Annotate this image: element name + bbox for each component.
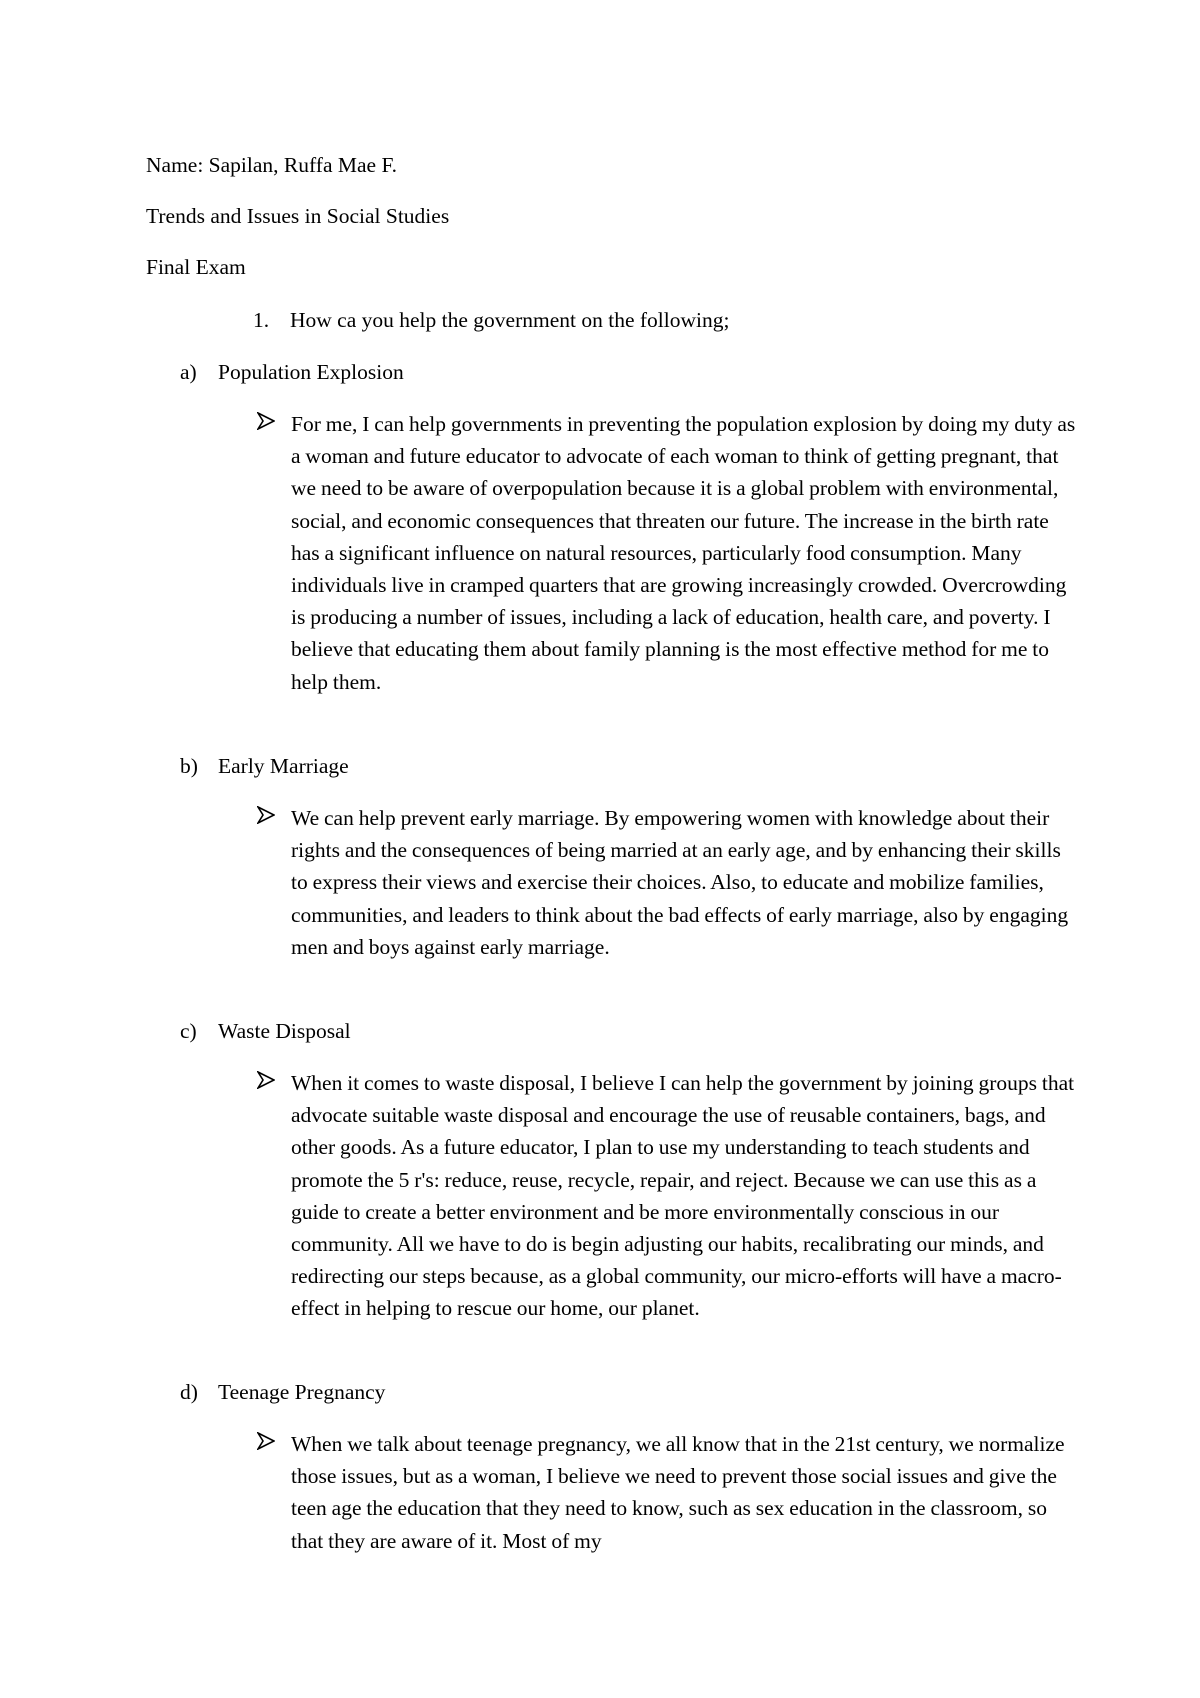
answer-d <box>257 1428 1077 1557</box>
course-title: Trends and Issues in Social Studies <box>146 204 450 228</box>
item-title: Population Explosion <box>218 360 404 384</box>
answer-c <box>257 1067 1077 1325</box>
item-letter: c) <box>180 1019 197 1043</box>
student-name: Name: Sapilan, Ruffa Mae F. <box>146 153 398 177</box>
answer-text: When we talk about teenage pregnancy, we all know that in the 21st century, we normalize those issues, but as a woman, I believe we need to prevent those social issues and give the teen age the education that they need to know, such as sex education in the classroom, so that they are aware of it. Most of my <box>291 1432 1065 1553</box>
answer-text: We can help prevent early marriage. By empowering women with knowledge about their rights and the consequences of being married at an early age, and by enhancing their skills to express their views and exercise their choices. Also, to educate and mobilize families, communities, and leaders to think about the bad effects of early marriage, also by engaging men and boys against early marriage. <box>291 806 1069 959</box>
question-1 <box>253 307 729 333</box>
answer-b <box>257 802 1077 963</box>
answer-text: For me, I can help governments in preventing the population explosion by doing my duty as a woman and future educator to advocate of each woman to think of getting pregnant, that we need to be aware of overpopulation because it is a global problem with environmental, social, and economic consequences that threaten our future. The increase in the birth rate has a significant influence on natural resources, particularly food consumption. Many individuals live in cramped quarters that are growing increasingly crowded. Overcrowding is producing a number of issues, including a lack of education, health care, and poverty. I believe that educating them about family planning is the most effective method for me to help them. <box>291 412 1076 694</box>
exam-title: Final Exam <box>146 255 246 279</box>
answer-a <box>257 408 1077 698</box>
answer-text: When it comes to waste disposal, I believe I can help the government by joining groups that advocate suitable waste disposal and encourage the use of reusable containers, bags, and other goods. As a future educator, I plan to use my understanding to teach students and promote the 5 r's: reduce, reuse, recycle, repair, and reject. Because we can use this as a guide to create a better environment and be more environmentally conscious in our community. All we have to do is begin adjusting our habits, recalibrating our minds, and redirecting our steps because, as a global community, our micro-efforts will have a macro-effect in helping to rescue our home, our planet. <box>291 1071 1075 1321</box>
item-title: Early Marriage <box>218 754 349 778</box>
question-number: 1. <box>253 308 270 332</box>
arrowhead-bullet-icon <box>257 1071 275 1089</box>
item-letter: d) <box>180 1380 198 1404</box>
question-text: How ca you help the government on the following; <box>290 308 730 332</box>
item-heading-c <box>180 1018 351 1044</box>
item-letter: b) <box>180 754 198 778</box>
item-heading-d <box>180 1379 385 1405</box>
arrowhead-bullet-icon <box>257 1432 275 1450</box>
item-heading-b <box>180 753 349 779</box>
item-letter: a) <box>180 360 197 384</box>
arrowhead-bullet-icon <box>257 806 275 824</box>
arrowhead-bullet-icon <box>257 412 275 430</box>
item-title: Waste Disposal <box>218 1019 351 1043</box>
item-heading-a <box>180 359 404 385</box>
item-title: Teenage Pregnancy <box>218 1380 386 1404</box>
